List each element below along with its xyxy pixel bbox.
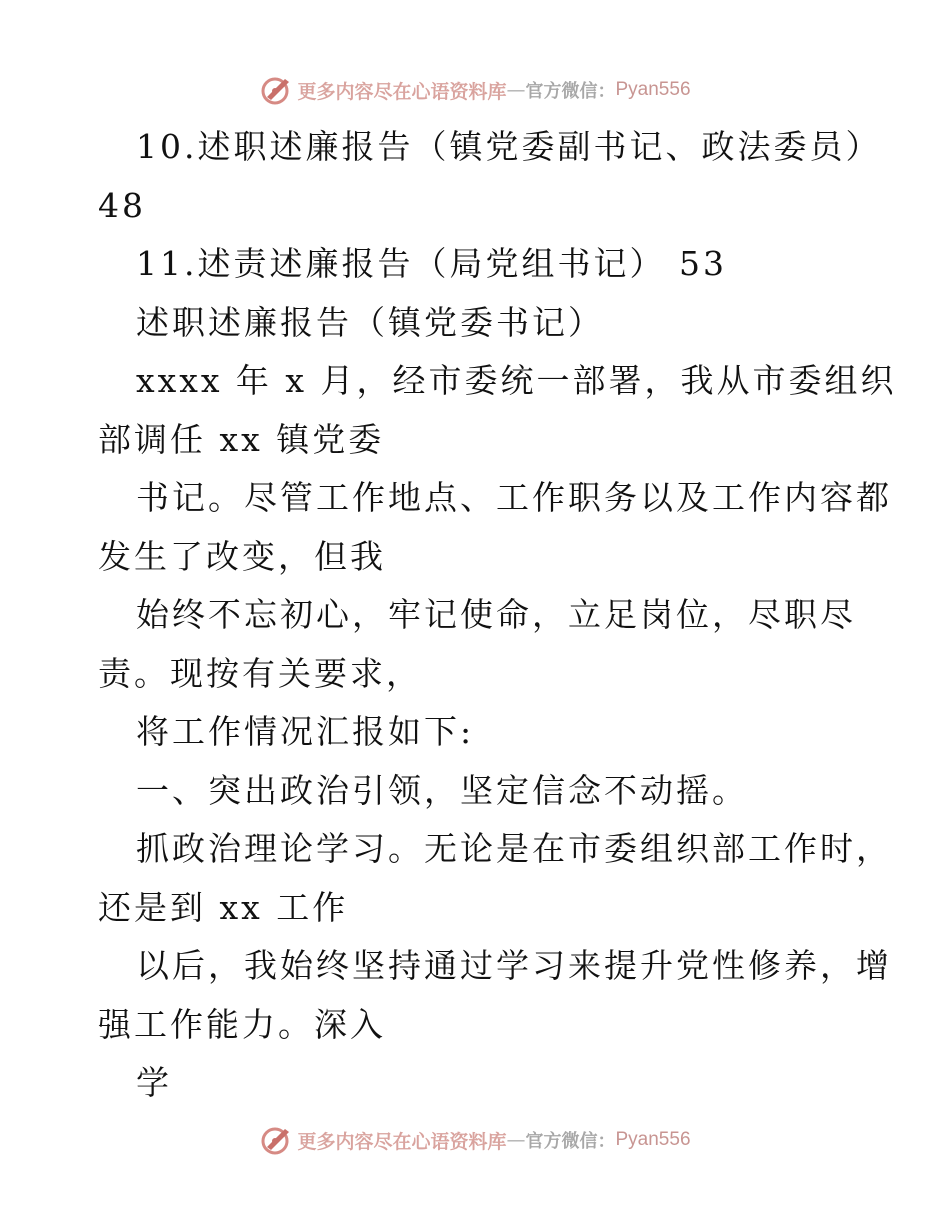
banner-wechat-id: Pyan556 <box>615 1129 691 1150</box>
banner-wechat-id: Pyan556 <box>615 79 691 100</box>
banner-separator: — <box>506 1129 526 1151</box>
text-line: 述职述廉报告（镇党委书记） <box>136 302 604 342</box>
text-line: 11.述责述廉报告（局党组书记） 53 <box>136 244 727 283</box>
text-line: 10.述职述廉报告（镇党委副书记、政法委员） <box>136 127 882 166</box>
banner-site-text: 更多内容尽在心语资料库 <box>297 1130 507 1153</box>
text-line: 将工作情况汇报如下: <box>136 712 475 751</box>
text-line: 还是到 xx 工作 <box>98 887 349 927</box>
text-line: 责。现按有关要求， <box>98 653 422 693</box>
document-body <box>98 118 897 1113</box>
text-line: xxxx 年 x 月，经市委统一部署，我从市委组织 <box>136 361 897 400</box>
text-line: 发生了改变，但我 <box>98 536 386 576</box>
text-line: 抓政治理论学习。无论是在市委组织部工作时， <box>136 829 892 868</box>
text-line: 书记。尽管工作地点、工作职务以及工作内容都 <box>136 478 892 517</box>
pen-circle-logo-icon <box>259 73 293 107</box>
banner-site-text: 更多内容尽在心语资料库 <box>297 80 507 103</box>
text-line: 部调任 xx 镇党委 <box>98 419 385 459</box>
pen-circle-logo-icon <box>259 1123 293 1157</box>
text-line: 始终不忘初心，牢记使命，立足岗位，尽职尽 <box>136 595 856 634</box>
banner-label: 官方微信： <box>525 81 616 102</box>
text-line: 一、突出政治引领，坚定信念不动摇。 <box>136 770 748 810</box>
banner-separator: — <box>506 79 526 101</box>
banner-label: 官方微信： <box>525 1131 616 1152</box>
text-line: 48 <box>98 185 146 225</box>
header-banner <box>0 70 950 110</box>
footer-banner <box>0 1120 950 1160</box>
text-line: 以后，我始终坚持通过学习来提升党性修养，增 <box>136 946 892 985</box>
text-line: 强工作能力。深入 <box>98 1004 386 1044</box>
text-line: 学 <box>136 1063 172 1102</box>
